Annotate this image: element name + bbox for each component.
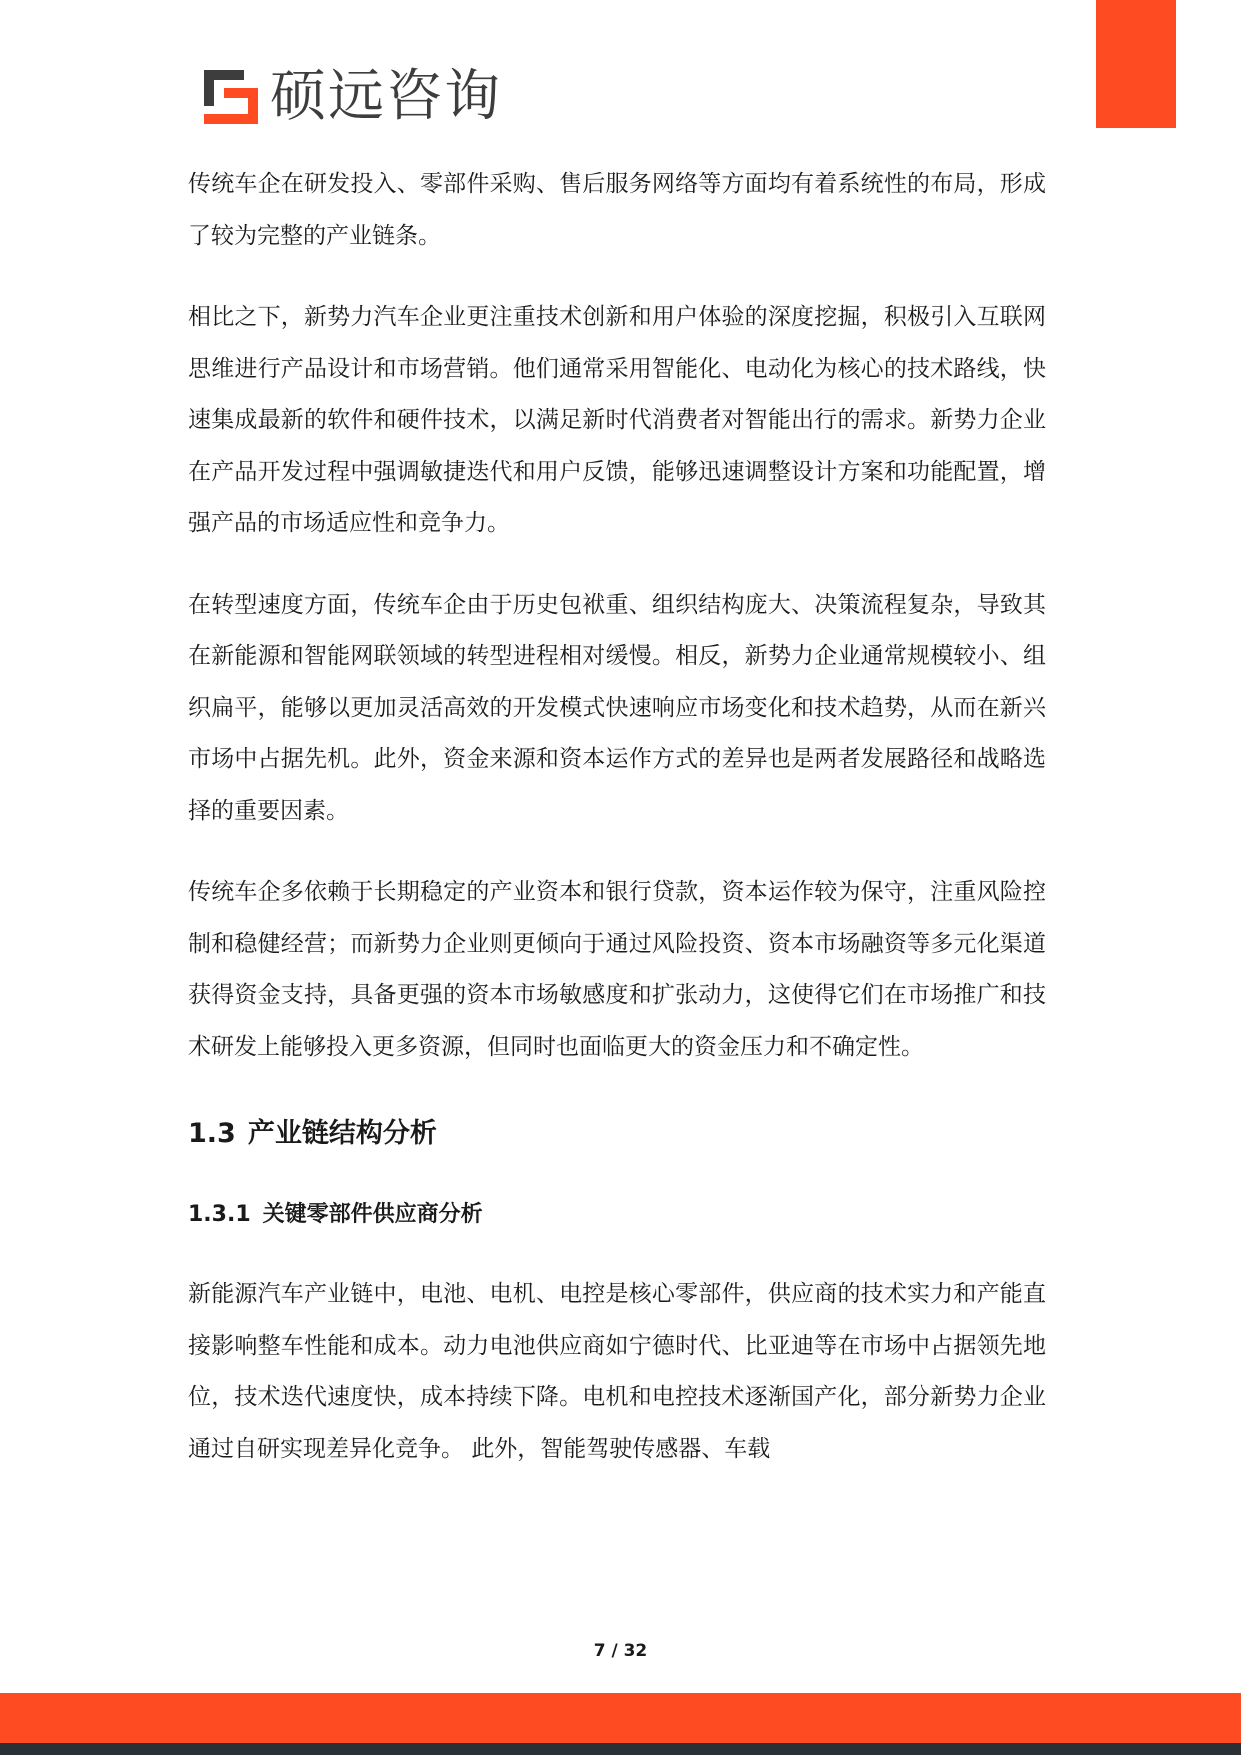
subsection-title: 关键零部件供应商分析 [262, 1202, 483, 1227]
document-body [188, 159, 1046, 1475]
subsection-heading [188, 1199, 1046, 1231]
paragraph-traditional-automakers: 传统车企在研发投入、零部件采购、售后服务网络等方面均有着系统性的布局，形成了较为完整的产业链条。 [188, 171, 1046, 249]
company-logo [200, 64, 502, 130]
page-number: 7 / 32 [593, 1641, 648, 1661]
corner-accent-tab [1096, 0, 1176, 128]
paragraph-new-forces: 相比之下，新势力汽车企业更注重技术创新和用户体验的深度挖掘，积极引入互联网思维进行产品设计和市场营销。他们通常采用智能化、电动化为核心的技术路线，快速集成最新的软件和硬件技术，以满足新时代消费者对智能出行的需求。新势力企业在产品开发过程中强调敏捷迭代和用户反馈，能够迅速调整设计方案和功能配置，增强产品的市场适应性和竞争力。 [188, 304, 1046, 536]
section-title: 产业链结构分析 [247, 1118, 437, 1149]
company-name: 硕远咨询 [270, 64, 502, 129]
paragraph-key-components: 新能源汽车产业链中，电池、电机、电控是核心零部件，供应商的技术实力和产能直接影响整车性能和成本。动力电池供应商如宁德时代、比亚迪等在市场中占据领先地位，技术迭代速度快，成本持续下降。电机和电控技术逐渐国产化，部分新势力企业通过自研实现差异化竞争。 此外，智能驾驶传感器、车载 [188, 1281, 1046, 1462]
subsection-number: 1.3.1 [188, 1202, 251, 1227]
sy-logo-mark-icon [200, 66, 262, 128]
section-number: 1.3 [188, 1118, 236, 1149]
section-heading [188, 1114, 1046, 1154]
paragraph-transformation-speed: 在转型速度方面，传统车企由于历史包袱重、组织结构庞大、决策流程复杂，导致其在新能源和智能网联领域的转型进程相对缓慢。相反，新势力企业通常规模较小、组织扁平，能够以更加灵活高效的开发模式快速响应市场变化和技术趋势，从而在新兴市场中占据先机。此外，资金来源和资本运作方式的差异也是两者发展路径和战略选择的重要因素。 [188, 591, 1046, 824]
footer-dark-strip [0, 1743, 1241, 1755]
paragraph-capital-sources: 传统车企多依赖于长期稳定的产业资本和银行贷款，资本运作较为保守，注重风险控制和稳健经营；而新势力企业则更倾向于通过风险投资、资本市场融资等多元化渠道获得资金支持，具备更强的资本市场敏感度和扩张动力，这使得它们在市场推广和技术研发上能够投入更多资源，但同时也面临更大的资金压力和不确定性。 [188, 879, 1046, 1060]
footer-accent-bar [0, 1693, 1241, 1743]
